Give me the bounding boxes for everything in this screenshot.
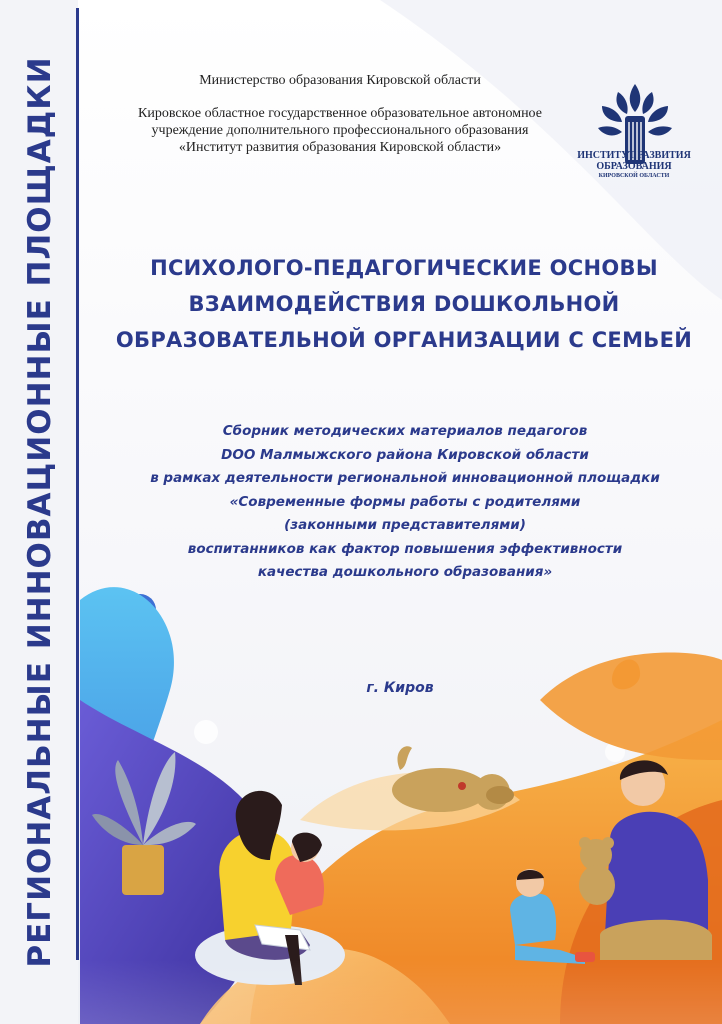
title-line: ОБРАЗОВАТЕЛЬНОЙ ОРГАНИЗАЦИИ С СЕМЬЕЙ — [115, 328, 693, 352]
description-line: «Современные формы работы с родителями — [229, 493, 581, 510]
vertical-series-title: РЕГИОНАЛЬНЫЕ ИННОВАЦИОННЫЕ ПЛОЩАДКИ — [22, 56, 58, 968]
description-line: в рамках деятельности региональной инновационной площадки — [150, 470, 660, 486]
logo-caption — [568, 150, 700, 181]
dog-icon — [392, 746, 514, 812]
description-line: (законными представителями) — [284, 517, 526, 533]
document-title — [96, 250, 712, 358]
ministry-name: Министерство образования Кировской области — [199, 73, 481, 88]
side-divider-line — [76, 8, 79, 960]
description-line: Сборник методических материалов педагогов — [222, 423, 588, 439]
logo-name-line2: ОБРАЗОВАНИЯ — [596, 161, 672, 172]
institution-line: учреждение дополнительного профессионального образования — [151, 123, 529, 138]
logo-region: КИРОВСКОЙ ОБЛАСТИ — [598, 173, 670, 179]
description-line: DОО Малмыжского района Кировской области — [221, 446, 589, 463]
title-line: ПСИХОЛОГО-ПЕДАГОГИЧЕСКИЕ ОСНОВЫ — [150, 256, 658, 280]
publication-city: г. Киров — [366, 680, 434, 696]
title-line: ВЗАИМОДЕЙСТВИЯ DОШКОЛЬНОЙ — [188, 292, 620, 316]
logo-name-line1: ИНСТИТУТ РАЗВИТИЯ — [577, 150, 691, 161]
document-description — [100, 420, 710, 585]
institution-line: «Институт развития образования Кировской области» — [178, 140, 502, 155]
institution-line: Кировское областное государственное образовательное автономное — [138, 106, 542, 121]
description-line: воспитанников как фактор повышения эффективности — [187, 540, 623, 557]
description-line: качества дошкольного образования» — [257, 564, 553, 580]
header-block — [100, 72, 580, 156]
